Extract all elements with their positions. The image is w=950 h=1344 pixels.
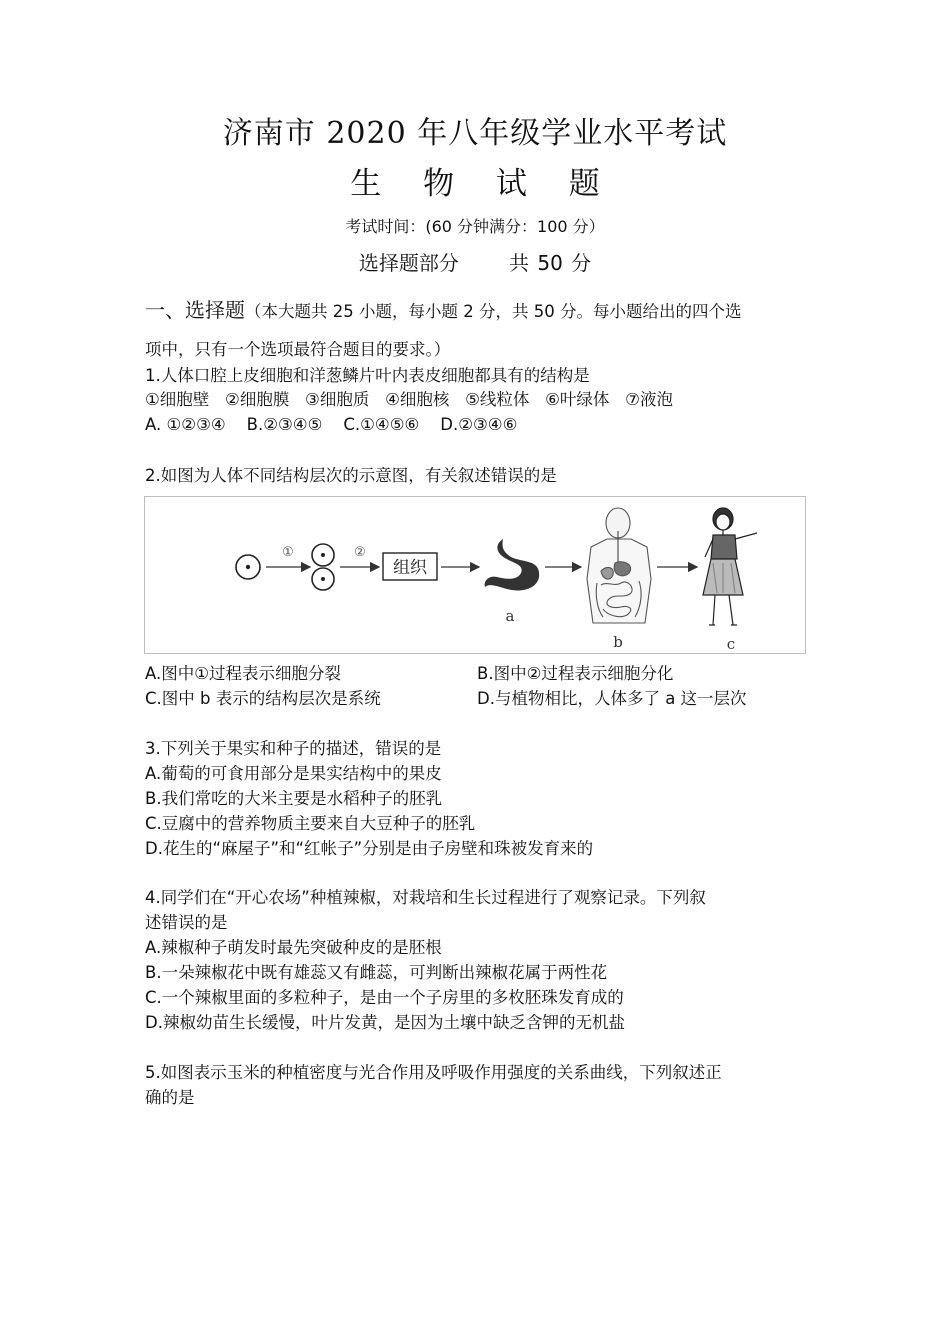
q1-items: ①细胞壁 ②细胞膜 ③细胞质 ④细胞核 ⑤线粒体 ⑥叶绿体 ⑦液泡 (145, 390, 673, 409)
part1-instruction-cont: 项中，只有一个选项最符合题目的要求。） (145, 340, 451, 359)
body-structure-figure (144, 496, 806, 654)
q4-option-a: A.辣椒种子萌发时最先突破种皮的是胚根 (145, 938, 442, 957)
stomach-icon (485, 539, 540, 591)
part1-instruction: （本大题共 25 小题，每小题 2 分，共 50 分。每小题给出的四个选 (245, 302, 742, 321)
q2-option-c: C.图中 b 表示的结构层次是系统 (145, 689, 381, 708)
q4-option-b: B.一朵辣椒花中既有雄蕊又有雌蕊，可判断出辣椒花属于两性花 (145, 963, 608, 982)
label-a: a (505, 607, 515, 625)
part1-heading-line (145, 298, 741, 324)
section-heading: 选择题部分 共 50 分 (358, 251, 592, 275)
q1-stem: 1.人体口腔上皮细胞和洋葱鳞片叶内表皮细胞都具有的结构是 (145, 366, 590, 385)
q3-stem: 3.下列关于果实和种子的描述，错误的是 (145, 739, 442, 758)
step-2-label: ② (354, 545, 366, 560)
q3-option-d: D.花生的“麻屋子”和“红帐子”分别是由子房壁和珠被发育来的 (145, 839, 594, 858)
exam-info: 考试时间：(60 分钟满分：100 分） (345, 217, 605, 236)
q5-stem-cont: 确的是 (145, 1088, 195, 1107)
q4-stem-cont: 述错误的是 (145, 913, 228, 932)
q3-option-b: B.我们常吃的大米主要是水稻种子的胚乳 (145, 789, 443, 808)
digestive-system-icon (587, 508, 651, 623)
two-cells-icon (312, 544, 334, 590)
q4-option-d: D.辣椒幼苗生长缓慢，叶片发黄，是因为土壤中缺乏含钾的无机盐 (145, 1013, 625, 1032)
q2-option-a: A.图中①过程表示细胞分裂 (145, 664, 342, 683)
q2-option-b: B.图中②过程表示细胞分化 (477, 664, 674, 683)
structure-levels-diagram (145, 497, 805, 653)
q5-stem: 5.如图表示玉米的种植密度与光合作用及呼吸作用强度的关系曲线，下列叙述正 (145, 1063, 722, 1082)
cell-icon (236, 555, 260, 579)
subject-title: 生 物 试 题 (350, 166, 616, 202)
human-figure-icon (703, 508, 757, 625)
q2-option-d: D.与植物相比，人体多了 a 这一层次 (477, 689, 747, 708)
part1-heading: 一、选择题 (145, 298, 245, 322)
tissue-label: 组织 (393, 558, 427, 578)
q3-option-c: C.豆腐中的营养物质主要来自大豆种子的胚乳 (145, 814, 476, 833)
q1-options: A. ①②③④ B.②③④⑤ C.①④⑤⑥ D.②③④⑥ (145, 415, 518, 434)
label-b: b (613, 633, 623, 651)
step-1-label: ① (282, 545, 294, 560)
label-c: c (726, 635, 736, 653)
q3-option-a: A.葡萄的可食用部分是果实结构中的果皮 (145, 764, 442, 783)
q2-stem: 2.如图为人体不同结构层次的示意图，有关叙述错误的是 (145, 466, 557, 485)
exam-title: 济南市 2020 年八年级学业水平考试 (222, 116, 728, 151)
q4-option-c: C.一个辣椒里面的多粒种子，是由一个子房里的多枚胚珠发育成的 (145, 988, 624, 1007)
q4-stem: 4.同学们在“开心农场”种植辣椒，对栽培和生长过程进行了观察记录。下列叙 (145, 888, 706, 907)
